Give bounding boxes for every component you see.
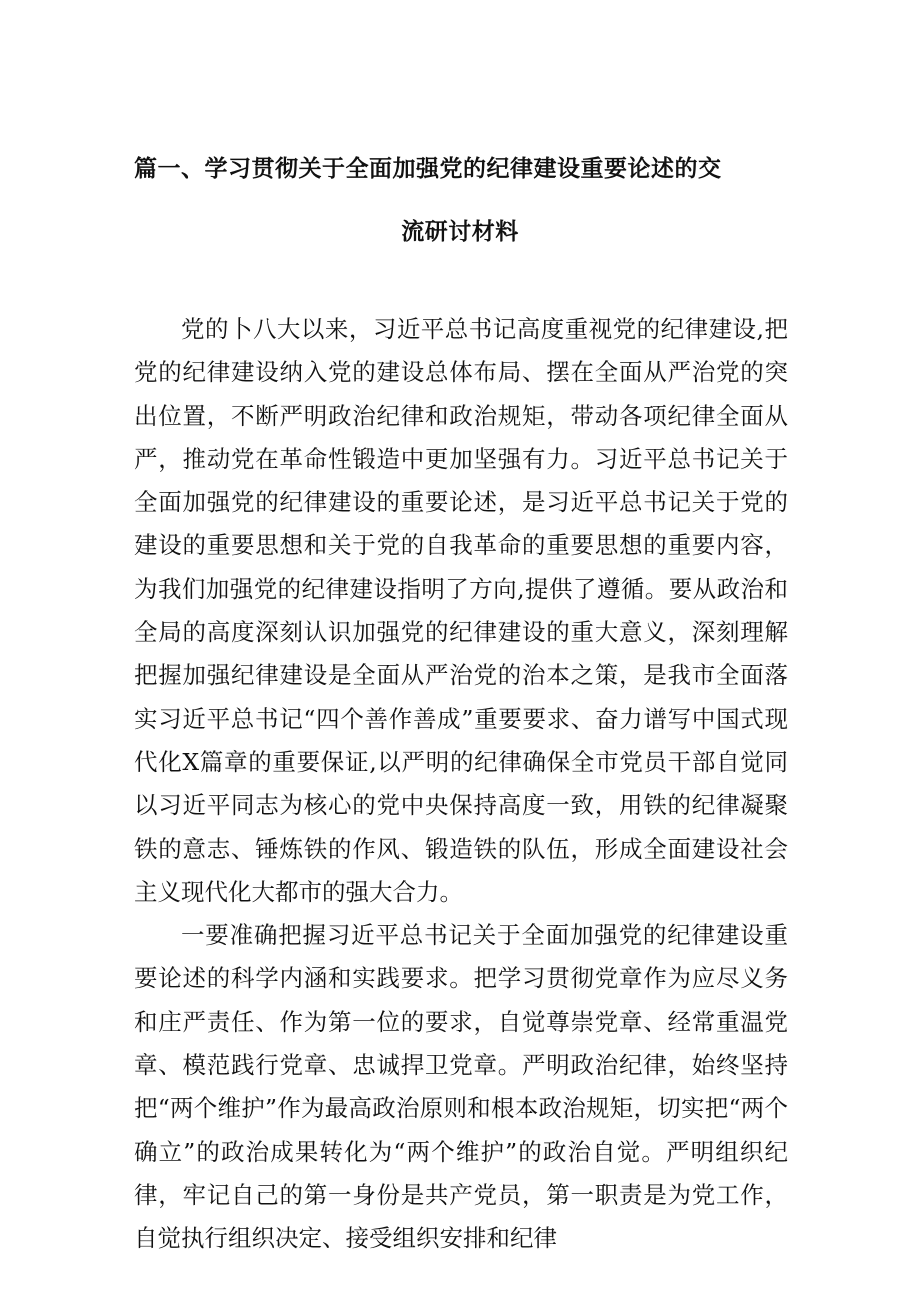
document-title-line-2: 流研讨材料 [401,218,519,245]
body-paragraph-2: 一要准确把握习近平总书记关于全面加强党的纪律建设重要论述的科学内涵和实践要求。把学习贯彻党章作为应尽义务和庄严责任、作为第一位的要求，自觉尊崇党章、经常重温党章、模范践行党章、忠诚捍卫党章。严明政治纪律，始终坚持把“两个维护”作为最高政治原则和根本政治规矩，切实把“两个确立”的政治成果转化为“两个维护”的政治自觉。严明组织纪律，牢记自己的第一身份是共产党员，第一职责是为党工作，自觉执行组织决定、接受组织安排和纪律 [134,921,788,1253]
document-body [134,308,788,1261]
body-paragraph-1: 党的卜八大以来，习近平总书记高度重视党的纪律建设,把党的纪律建设纳入党的建设总体布局、摆在全面从严治党的突出位置，不断严明政治纪律和政治规矩，带动各项纪律全面从严，推动党在革命性锻造中更加坚强有力。习近平总书记关于全面加强党的纪律建设的重要论述，是习近平总书记关于党的建设的重要思想和关于党的自我革命的重要思想的重要内容，为我们加强党的纪律建设指明了方向,提供了遵循。要从政治和全局的高度深刻认识加强党的纪律建设的重大意义，深刻理解把握加强纪律建设是全面从严治党的治本之策，是我市全面落实习近平总书记“四个善作善成”重要要求、奋力谱写中国式现代化X篇章的重要保证,以严明的纪律确保全市党员干部自觉同以习近平同志为核心的党中央保持高度一致，用铁的纪律凝聚铁的意志、锤炼铁的作风、锻造铁的队伍，形成全面建设社会主义现代化大都市的强大合力。 [134,315,788,906]
document-title-line-1: 篇一、学习贯彻关于全面加强党的纪律建设重要论述的交 [134,155,722,182]
